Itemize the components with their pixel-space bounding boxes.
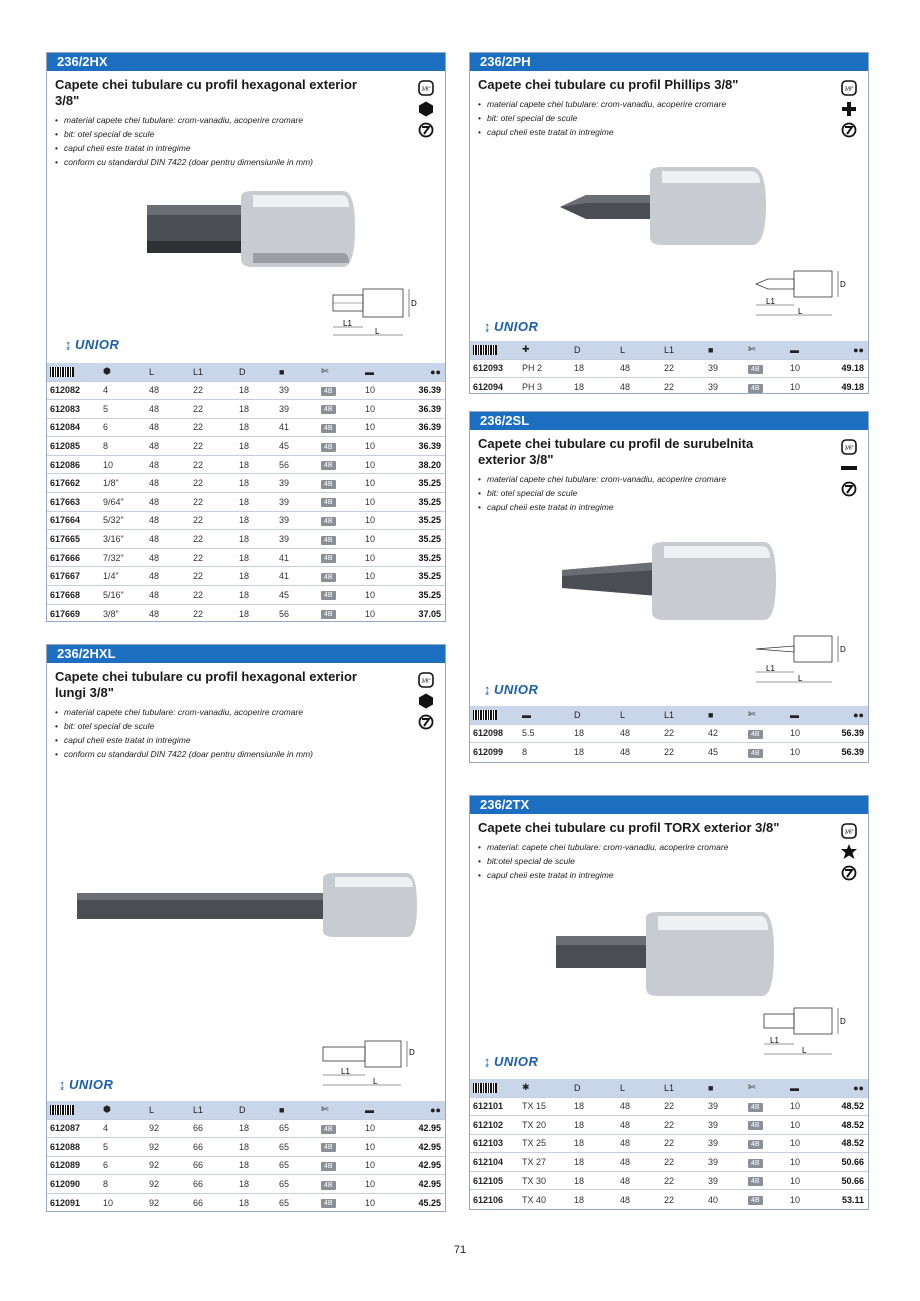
- unior-logo: ↨ UNIOR: [59, 1077, 114, 1092]
- drive-3-8-icon: [417, 79, 435, 97]
- feature-item: • material capete chei tubulare: crom-vanadiu, acoperire cromare: [478, 97, 868, 111]
- table-header: [470, 706, 868, 724]
- profile-icons: [840, 438, 860, 501]
- panel-236-2hx: [46, 52, 446, 622]
- dimension-drawing: [752, 630, 864, 688]
- table-row: 617665 3/16" 48 22 18 39 4B 10 35.25: [47, 530, 445, 549]
- table-row: 612101 TX 15 18 48 22 39 4B 10 48.52: [470, 1097, 868, 1116]
- svg-text:L: L: [798, 674, 803, 683]
- svg-text:3/8": 3/8": [844, 86, 854, 93]
- svg-text:3/8": 3/8": [844, 829, 854, 836]
- feature-item: • bit: otel special de scule: [478, 486, 868, 500]
- table-row: 612084 6 48 22 18 41 4B 10 36.39: [47, 418, 445, 437]
- svg-text:D: D: [411, 299, 417, 308]
- weight-icon: ■: [279, 1104, 285, 1115]
- table-row: 612087 4 92 66 18 65 4B 10 42.95: [47, 1119, 445, 1138]
- feature-item: • capul cheii este tratat in intregime: [55, 733, 445, 747]
- svg-text:D: D: [840, 1017, 846, 1026]
- panel-code: 236/2HXL: [47, 645, 445, 663]
- feature-item: • material capete chei tubulare: crom-vanadiu, acoperire cromare: [55, 113, 445, 127]
- panel-title: Capete chei tubulare cu profil TORX exterior 3/8": [478, 820, 780, 835]
- col-l: L: [620, 341, 664, 359]
- socket-hex-long-image: [73, 867, 423, 943]
- col-d: D: [239, 363, 279, 381]
- feature-item: • capul cheii este tratat in intregime: [478, 125, 868, 139]
- table-row: 612103 TX 25 18 48 22 39 4B 10 48.52: [470, 1134, 868, 1153]
- torx-icon: ✱: [522, 1082, 530, 1093]
- profile-icons: [840, 79, 860, 142]
- quantity-icon: ▬: [790, 344, 799, 355]
- col-l1: L1: [193, 363, 239, 381]
- feature-item: • capul cheii este tratat in intregime: [478, 868, 868, 882]
- socket-torx-image: [552, 908, 778, 1000]
- svg-text:D: D: [840, 280, 846, 289]
- col-l: L: [620, 706, 664, 724]
- svg-text:L1: L1: [341, 1067, 350, 1076]
- feature-list: [55, 705, 445, 761]
- barcode-icon: [50, 367, 74, 377]
- col-d: D: [574, 706, 620, 724]
- phillips-icon: ✚: [522, 344, 530, 355]
- table-row: 612094 PH 3 18 48 22 39 4B 10 49.18: [470, 378, 868, 397]
- hardened-icon: [417, 121, 435, 139]
- panel-236-2hxl: [46, 644, 446, 1212]
- packaging-icon: ✄: [748, 344, 756, 355]
- panel-title: Capete chei tubulare cu profil Phillips 3/8": [478, 77, 739, 92]
- feature-item: • capul cheii este tratat in intregime: [478, 500, 868, 514]
- page-number: 71: [453, 1244, 467, 1256]
- feature-item: • material capete chei tubulare: crom-vanadiu, acoperire cromare: [55, 705, 445, 719]
- table-header: [47, 363, 445, 381]
- table-row: 617662 1/8" 48 22 18 39 4B 10 35.25: [47, 474, 445, 493]
- price-icon: ●●: [430, 366, 441, 377]
- weight-icon: ■: [279, 366, 285, 377]
- svg-text:L1: L1: [770, 1036, 779, 1045]
- svg-text:D: D: [409, 1048, 415, 1057]
- table-row: 612085 8 48 22 18 45 4B 10 36.39: [47, 437, 445, 456]
- col-l1: L1: [664, 1079, 708, 1097]
- table-row: 617664 5/32" 48 22 18 39 4B 10 35.25: [47, 511, 445, 530]
- hexagon-profile-icon: [417, 692, 435, 710]
- torx-profile-icon: [840, 843, 858, 861]
- profile-icons: [840, 822, 860, 885]
- unior-logo: ↨ UNIOR: [484, 682, 539, 697]
- svg-text:3/8": 3/8": [844, 445, 854, 452]
- table-row: 617667 1/4" 48 22 18 41 4B 10 35.25: [47, 567, 445, 586]
- table-row: 612091 10 92 66 18 65 4B 10 45.25: [47, 1193, 445, 1212]
- table-row: 612093 PH 2 18 48 22 39 4B 10 49.18: [470, 359, 868, 378]
- spec-table: [470, 706, 868, 761]
- feature-item: • capul cheii este tratat in intregime: [55, 141, 445, 155]
- col-l: L: [149, 1101, 193, 1119]
- price-icon: ●●: [853, 1082, 864, 1093]
- socket-slotted-image: [558, 540, 778, 624]
- svg-text:3/8": 3/8": [421, 678, 431, 685]
- feature-item: • material: capete chei tubulare: crom-vanadiu, acoperire cromare: [478, 840, 868, 854]
- socket-hex-image: [143, 187, 363, 277]
- hardened-icon: [840, 121, 858, 139]
- table-row: 612105 TX 30 18 48 22 39 4B 10 50.66: [470, 1171, 868, 1190]
- table-row: 612104 TX 27 18 48 22 39 4B 10 50.66: [470, 1153, 868, 1172]
- spec-table: [47, 363, 445, 623]
- spec-table: [47, 1101, 445, 1212]
- table-row: 612082 4 48 22 18 39 4B 10 36.39: [47, 381, 445, 400]
- weight-icon: ■: [708, 1082, 714, 1093]
- hardened-icon: [840, 864, 858, 882]
- panel-236-2ph: [469, 52, 869, 394]
- table-row: 617669 3/8" 48 22 18 56 4B 10 37.05: [47, 604, 445, 623]
- table-row: 612088 5 92 66 18 65 4B 10 42.95: [47, 1138, 445, 1157]
- price-icon: ●●: [853, 709, 864, 720]
- socket-phillips-image: [556, 165, 776, 249]
- col-l1: L1: [664, 341, 708, 359]
- slotted-profile-icon: [840, 459, 858, 477]
- table-row: 617666 7/32" 48 22 18 41 4B 10 35.25: [47, 548, 445, 567]
- col-d: D: [574, 1079, 620, 1097]
- col-d: D: [239, 1101, 279, 1119]
- unior-logo: ↨ UNIOR: [484, 319, 539, 334]
- hexagon-profile-icon: [417, 100, 435, 118]
- svg-text:L: L: [373, 1077, 378, 1086]
- hexagon-icon: ⬢: [103, 1104, 111, 1115]
- table-header: [470, 1079, 868, 1097]
- barcode-icon: [473, 1083, 497, 1093]
- svg-text:3/8": 3/8": [421, 86, 431, 93]
- feature-item: • bit:otel special de scule: [478, 854, 868, 868]
- table-header: [47, 1101, 445, 1119]
- feature-list: [478, 840, 868, 882]
- panel-code: 236/2SL: [470, 412, 868, 430]
- feature-list: [478, 472, 868, 514]
- feature-item: • material capete chei tubulare: crom-vanadiu, acoperire cromare: [478, 472, 868, 486]
- packaging-icon: ✄: [321, 366, 329, 377]
- barcode-icon: [50, 1105, 74, 1115]
- drive-3-8-icon: [840, 79, 858, 97]
- dimension-drawing: [317, 1033, 441, 1093]
- panel-code: 236/2PH: [470, 53, 868, 71]
- feature-list: [478, 97, 868, 139]
- spec-table: [470, 341, 868, 396]
- table-row: 612102 TX 20 18 48 22 39 4B 10 48.52: [470, 1116, 868, 1135]
- svg-text:L1: L1: [766, 297, 775, 306]
- feature-item: • bit: otel special de scule: [55, 127, 445, 141]
- weight-icon: ■: [708, 709, 714, 720]
- col-l: L: [149, 363, 193, 381]
- hexagon-icon: ⬢: [103, 366, 111, 377]
- panel-code: 236/2HX: [47, 53, 445, 71]
- unior-logo: ↨ UNIOR: [65, 337, 120, 352]
- panel-236-2tx: [469, 795, 869, 1210]
- col-l: L: [620, 1079, 664, 1097]
- price-icon: ●●: [430, 1104, 441, 1115]
- packaging-icon: ✄: [748, 1082, 756, 1093]
- drive-3-8-icon: [840, 822, 858, 840]
- profile-icons: [417, 671, 437, 734]
- table-row: 612083 5 48 22 18 39 4B 10 36.39: [47, 400, 445, 419]
- svg-text:L: L: [798, 307, 803, 316]
- feature-item: • bit: otel special de scule: [55, 719, 445, 733]
- feature-item: • conform cu standardul DIN 7422 (doar pentru dimensiunile in mm): [55, 747, 445, 761]
- dimension-drawing: [752, 265, 864, 321]
- table-row: 612089 6 92 66 18 65 4B 10 42.95: [47, 1156, 445, 1175]
- unior-logo: ↨ UNIOR: [484, 1054, 539, 1069]
- svg-text:L: L: [375, 327, 380, 336]
- profile-icons: [417, 79, 437, 142]
- packaging-icon: ✄: [321, 1104, 329, 1115]
- dimension-drawing: [752, 1002, 864, 1060]
- col-l1: L1: [193, 1101, 239, 1119]
- spec-table: [470, 1079, 868, 1209]
- quantity-icon: ▬: [365, 1104, 374, 1115]
- drive-3-8-icon: [417, 671, 435, 689]
- table-row: 612099 8 18 48 22 45 4B 10 56.39: [470, 743, 868, 762]
- table-row: 612086 10 48 22 18 56 4B 10 38.20: [47, 455, 445, 474]
- barcode-icon: [473, 710, 497, 720]
- col-l1: L1: [664, 706, 708, 724]
- table-row: 617668 5/16" 48 22 18 45 4B 10 35.25: [47, 586, 445, 605]
- panel-code: 236/2TX: [470, 796, 868, 814]
- table-row: 612098 5.5 18 48 22 42 4B 10 56.39: [470, 724, 868, 743]
- slotted-icon: ▬: [522, 709, 531, 720]
- quantity-icon: ▬: [790, 709, 799, 720]
- table-row: 617663 9/64" 48 22 18 39 4B 10 35.25: [47, 493, 445, 512]
- quantity-icon: ▬: [790, 1082, 799, 1093]
- phillips-profile-icon: [840, 100, 858, 118]
- table-row: 612090 8 92 66 18 65 4B 10 42.95: [47, 1175, 445, 1194]
- feature-item: • bit: otel special de scule: [478, 111, 868, 125]
- price-icon: ●●: [853, 344, 864, 355]
- quantity-icon: ▬: [365, 366, 374, 377]
- panel-236-2sl: [469, 411, 869, 763]
- panel-title: Capete chei tubulare cu profil de surubelnita exterior 3/8": [478, 436, 754, 467]
- dimension-drawing: [323, 281, 443, 341]
- feature-item: • conform cu standardul DIN 7422 (doar pentru dimensiunile in mm): [55, 155, 445, 169]
- panel-title: Capete chei tubulare cu profil hexagonal exterior 3/8": [55, 77, 357, 108]
- hardened-icon: [840, 480, 858, 498]
- svg-text:L1: L1: [343, 319, 352, 328]
- col-d: D: [574, 341, 620, 359]
- packaging-icon: ✄: [748, 709, 756, 720]
- drive-3-8-icon: [840, 438, 858, 456]
- feature-list: [55, 113, 445, 169]
- panel-title: Capete chei tubulare cu profil hexagonal exterior lungi 3/8": [55, 669, 357, 700]
- barcode-icon: [473, 345, 497, 355]
- svg-text:L1: L1: [766, 664, 775, 673]
- weight-icon: ■: [708, 344, 714, 355]
- svg-text:D: D: [840, 645, 846, 654]
- hardened-icon: [417, 713, 435, 731]
- table-row: 612106 TX 40 18 48 22 40 4B 10 53.11: [470, 1190, 868, 1209]
- table-header: [470, 341, 868, 359]
- svg-text:L: L: [802, 1046, 807, 1055]
